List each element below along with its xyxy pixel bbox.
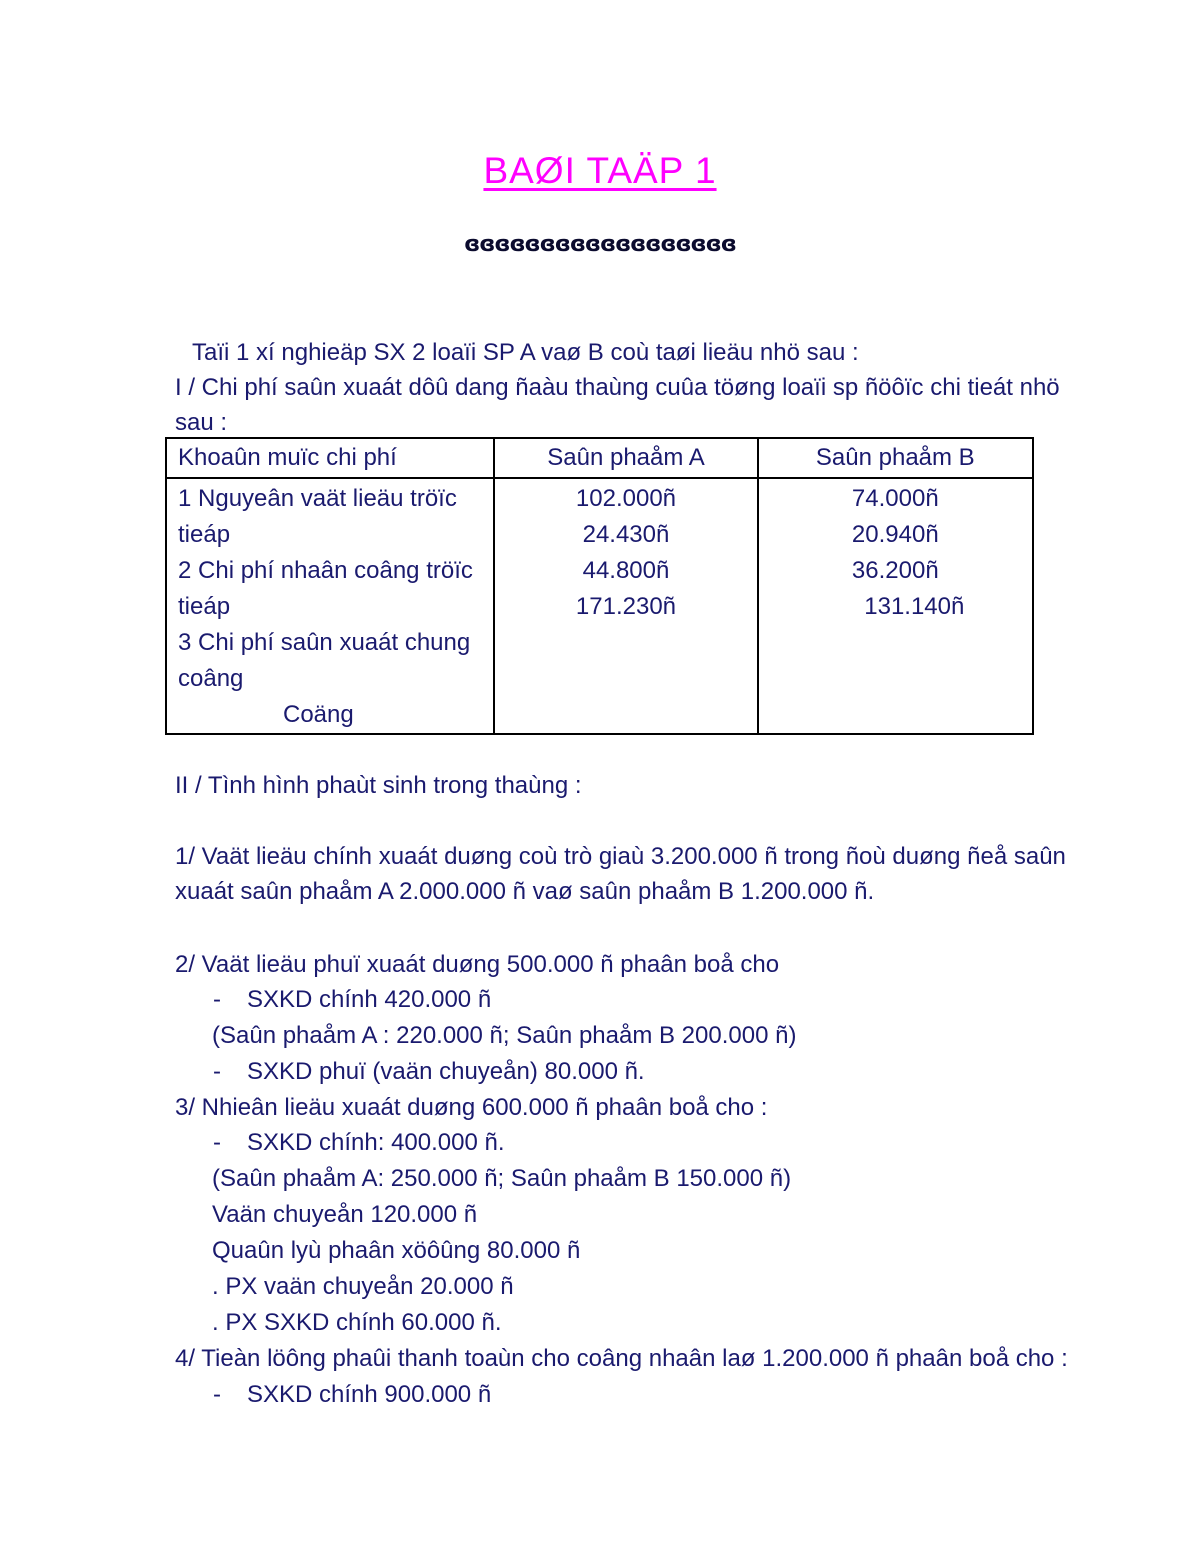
cost-item-line: coâng [178,665,244,692]
bullet-dash: - [213,1381,221,1408]
item-2-bullet-2: SXKD phuï (vaän chuyeån) 80.000 ñ. [247,1058,645,1085]
product-a-value: 171.230ñ [575,593,677,620]
item-1-line-1: 1/ Vaät lieäu chính xuaát duøng coù trò giaù 3.200.000 ñ trong ñoù duøng ñeå saûn [175,843,1066,870]
product-a-values-cell [494,478,757,734]
item-3-sub-1: (Saûn phaåm A: 250.000 ñ; Saûn phaåm B 150.000 ñ) [212,1165,792,1192]
item-2-bullet-1: SXKD chính 420.000 ñ [247,986,492,1013]
exercise-title: BAØI TAÄP 1 [483,150,717,191]
item-3-sub-5: . PX SXKD chính 60.000 ñ. [212,1309,502,1336]
item-4-line-1: 4/ Tieàn löông phaûi thanh toaùn cho coâng nhaân laø 1.200.000 ñ phaân boå cho : [175,1345,1068,1372]
item-3-sub-3: Quaûn lyù phaân xöôûng 80.000 ñ [212,1237,581,1264]
cost-table [165,437,1034,735]
cost-item-line: tieáp [178,593,231,620]
item-2-line-1: 2/ Vaät lieäu phuï xuaát duøng 500.000 ñ phaân boå cho [175,951,780,978]
cost-item-line: 3 Chi phí saûn xuaát chung [178,629,471,656]
item-3-line-1: 3/ Nhieân lieäu xuaát duøng 600.000 ñ phaân boå cho : [175,1094,768,1121]
item-3-sub-4: . PX vaän chuyeån 20.000 ñ [212,1273,514,1300]
header-product-a: Saûn phaåm A [494,438,757,478]
product-a-value: 102.000ñ [575,485,677,512]
cost-item-line: 1 Nguyeân vaät lieäu tröïc [178,485,457,512]
intro-line-1: Taïi 1 xí nghieäp SX 2 loaïi SP A vaø B coù taøi lieäu nhö sau : [192,339,859,366]
item-2-sub: (Saûn phaåm A : 220.000 ñ; Saûn phaåm B 200.000 ñ) [212,1022,797,1049]
header-cost-item: Khoaûn muïc chi phí [166,438,494,478]
decorative-ornament-row: ɞɞɞɞɞɞɞɞɞɞɞɞɞɞɞɞɞɞ [464,232,736,257]
cost-total-label: Coäng [283,701,354,728]
product-b-value: 131.140ñ [864,593,965,620]
cost-item-line: 2 Chi phí nhaân coâng tröïc [178,557,473,584]
cost-item-line: tieáp [178,521,231,548]
intro-line-2: I / Chi phí saûn xuaát dôû dang ñaàu thaùng cuûa töøng loaïi sp ñöôïc chi tieát nhö [175,374,1060,401]
product-a-value: 44.800ñ [582,557,670,584]
bullet-dash: - [213,1129,221,1156]
item-4-bullet-1: SXKD chính 900.000 ñ [247,1381,492,1408]
section-2-heading: II / Tình hình phaùt sinh trong thaùng : [175,772,582,799]
bullet-dash: - [213,1058,221,1085]
table-header-row [166,438,1033,478]
product-b-value: 36.200ñ [851,557,939,584]
item-3-sub-2: Vaän chuyeån 120.000 ñ [212,1201,478,1228]
cost-items-cell [166,478,494,734]
bullet-dash: - [213,986,221,1013]
header-product-b: Saûn phaåm B [758,438,1033,478]
product-b-value: 20.940ñ [851,521,939,548]
item-1-line-2: xuaát saûn phaåm A 2.000.000 ñ vaø saûn phaåm B 1.200.000 ñ. [175,878,875,905]
product-b-value: 74.000ñ [851,485,939,512]
table-row [166,478,1033,734]
intro-line-3: sau : [175,409,228,436]
item-3-bullet-1: SXKD chính: 400.000 ñ. [247,1129,505,1156]
product-a-value: 24.430ñ [582,521,670,548]
product-b-values-cell [758,478,1033,734]
